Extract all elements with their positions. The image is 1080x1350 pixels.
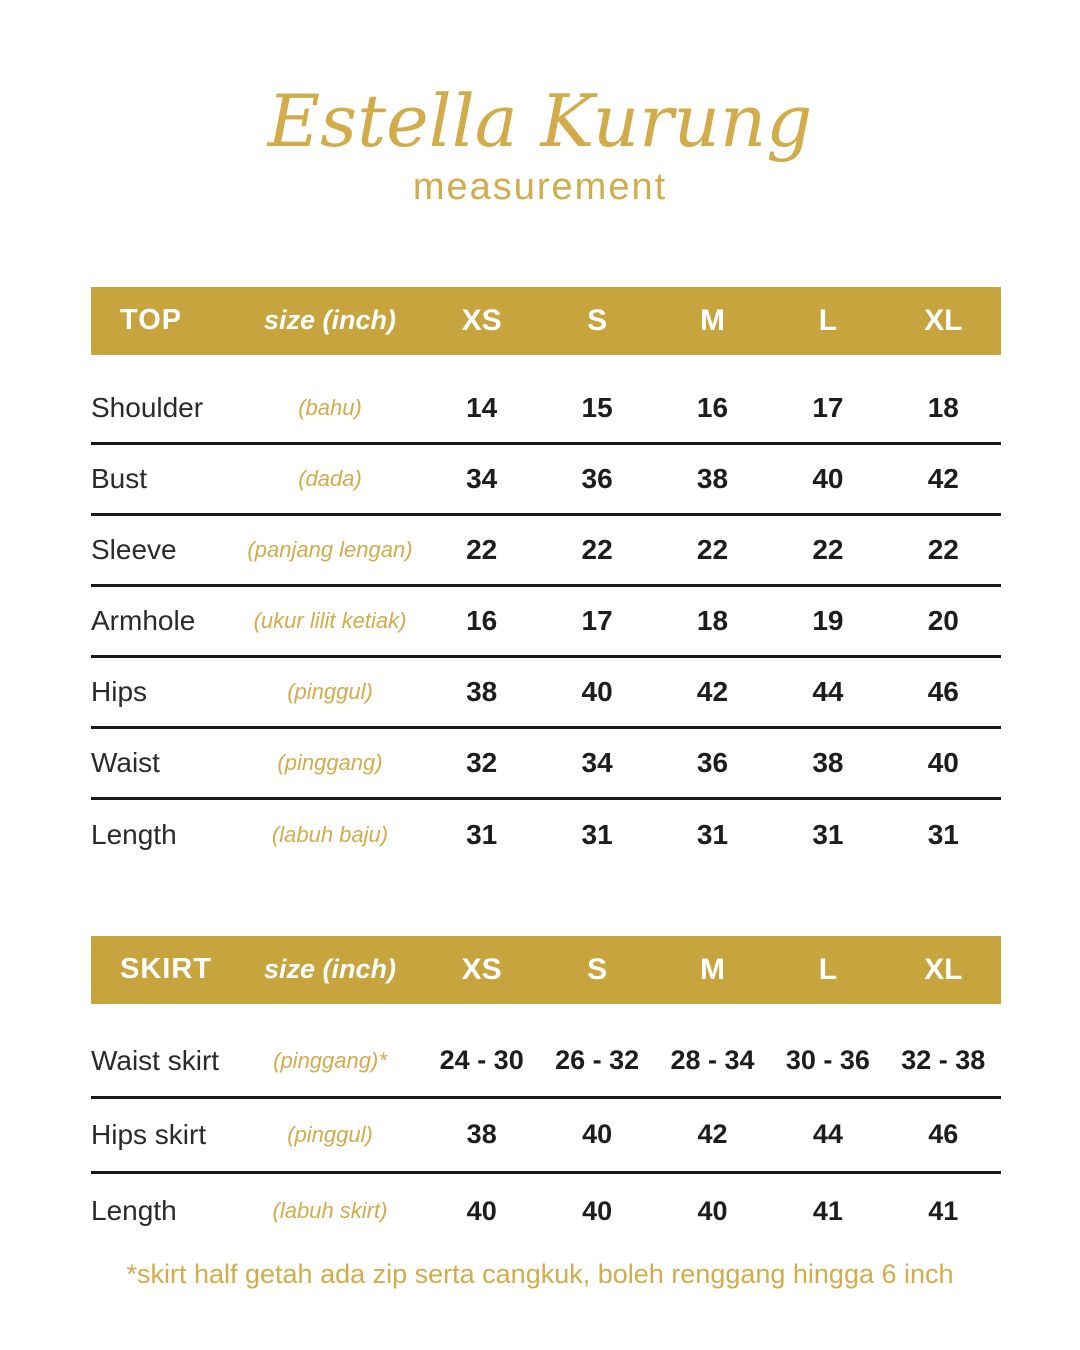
- size-unit-label: size (inch): [263, 305, 397, 336]
- measurement-value: 34: [581, 746, 613, 778]
- measurement-value: 22: [696, 533, 729, 565]
- size-unit-label: size (inch): [263, 954, 397, 985]
- table-row: [91, 1174, 1001, 1249]
- measurement-value: 31: [812, 819, 844, 851]
- measurement-value: 40: [927, 746, 959, 778]
- size-column-header-xl: XL: [924, 303, 963, 337]
- measurement-sublabel-malay: (labuh skirt): [272, 1198, 388, 1224]
- page-subtitle: measurement: [412, 165, 668, 208]
- measurement-label: Waist skirt: [91, 1044, 220, 1076]
- measurement-value: 42: [696, 675, 729, 707]
- measurement-value: 17: [812, 391, 844, 423]
- measurement-value: 18: [927, 391, 959, 423]
- measurement-label: Shoulder: [91, 391, 204, 423]
- measurement-value: 41: [928, 1195, 959, 1226]
- measurement-sublabel-malay: (pinggul): [287, 1121, 373, 1147]
- table-title: TOP: [120, 304, 183, 337]
- measurement-label: Waist: [91, 746, 160, 778]
- size-column-header-m: M: [699, 952, 725, 986]
- measurement-label: Length: [91, 819, 177, 851]
- size-column-header-xl: XL: [924, 952, 963, 986]
- measurement-value: 31: [927, 819, 959, 851]
- measurement-value: 44: [812, 1119, 843, 1150]
- measurement-sublabel-malay: (bahu): [298, 394, 362, 420]
- size-column-header-m: M: [699, 303, 725, 337]
- measurement-label: Sleeve: [91, 533, 177, 565]
- measurement-value: 40: [582, 1195, 613, 1226]
- measurement-value: 18: [696, 604, 729, 636]
- measurement-sublabel-malay: (ukur lilit ketiak): [253, 607, 407, 633]
- measurement-label: Armhole: [91, 604, 196, 636]
- measurement-value: 16: [466, 604, 498, 636]
- measurement-value: 40: [812, 462, 844, 494]
- measurement-value: 36: [581, 462, 613, 494]
- skirt-measurement-table: [91, 936, 1001, 1249]
- measurement-value: 28 - 34: [670, 1045, 755, 1076]
- measurement-value: 24 - 30: [439, 1045, 524, 1076]
- measurement-sublabel-malay: (labuh baju): [271, 822, 389, 848]
- header: [0, 0, 1080, 209]
- measurement-value: 38: [812, 746, 844, 778]
- table-row: [91, 355, 1001, 445]
- size-column-header-l: L: [818, 303, 838, 337]
- measurement-value: 22: [927, 533, 959, 565]
- measurement-value: 22: [812, 533, 844, 565]
- table-title: SKIRT: [120, 953, 212, 986]
- table-row: [91, 445, 1001, 516]
- table-row: [91, 587, 1001, 658]
- measurement-value: 34: [466, 462, 498, 494]
- table-row: [91, 1099, 1001, 1174]
- measurement-sublabel-malay: (panjang lengan): [247, 536, 413, 562]
- size-column-header-s: S: [587, 952, 608, 986]
- measurement-value: 31: [696, 819, 729, 851]
- measurement-value: 30 - 36: [785, 1045, 870, 1076]
- measurement-value: 14: [466, 391, 498, 423]
- measurement-value: 38: [466, 675, 498, 707]
- measurement-value: 32: [466, 746, 498, 778]
- size-column-header-l: L: [818, 952, 838, 986]
- top-measurement-table: [91, 287, 1001, 871]
- measurement-value: 40: [582, 1119, 613, 1150]
- table-header-band: [91, 936, 1001, 1004]
- measurement-label: Hips skirt: [91, 1118, 207, 1150]
- measurement-value: 16: [696, 391, 729, 423]
- measurement-value: 32 - 38: [901, 1045, 986, 1076]
- table-header-band: [91, 287, 1001, 355]
- table-row: [91, 1004, 1001, 1099]
- measurement-value: 42: [927, 462, 959, 494]
- measurement-value: 46: [927, 675, 959, 707]
- measurement-label: Length: [91, 1195, 177, 1227]
- table-row: [91, 729, 1001, 800]
- measurement-value: 19: [812, 604, 844, 636]
- measurement-value: 22: [466, 533, 498, 565]
- measurement-value: 44: [812, 675, 844, 707]
- measurement-value: 40: [466, 1195, 497, 1226]
- page-title: Estella Kurung: [267, 79, 813, 163]
- measurement-sublabel-malay: (dada): [298, 465, 362, 491]
- measurement-value: 42: [697, 1119, 728, 1150]
- measurement-value: 26 - 32: [555, 1045, 640, 1076]
- footnote: *skirt half getah ada zip serta cangkuk, boleh renggang hingga 6 inch: [126, 1258, 954, 1289]
- measurement-sublabel-malay: (pinggul): [287, 678, 373, 704]
- measurement-value: 22: [581, 533, 613, 565]
- measurement-value: 41: [812, 1195, 843, 1226]
- table-row: [91, 516, 1001, 587]
- size-column-header-s: S: [587, 303, 608, 337]
- measurement-value: 38: [696, 462, 729, 494]
- tables-container: [91, 287, 1001, 1249]
- measurement-sublabel-malay: (pinggang): [277, 749, 383, 775]
- measurement-value: 31: [581, 819, 613, 851]
- measurement-value: 17: [581, 604, 613, 636]
- measurement-sublabel-malay: (pinggang)*: [273, 1047, 387, 1073]
- measurement-value: 31: [466, 819, 498, 851]
- size-column-header-xs: XS: [461, 952, 502, 986]
- table-row: [91, 658, 1001, 729]
- measurement-value: 40: [697, 1195, 728, 1226]
- measurement-label: Bust: [91, 462, 148, 494]
- measurement-value: 36: [696, 746, 729, 778]
- measurement-value: 38: [466, 1119, 497, 1150]
- measurement-value: 40: [581, 675, 613, 707]
- measurement-value: 20: [927, 604, 959, 636]
- size-column-header-xs: XS: [461, 303, 502, 337]
- measurement-label: Hips: [91, 675, 148, 707]
- measurement-value: 46: [928, 1119, 959, 1150]
- measurement-value: 15: [581, 391, 613, 423]
- table-row: [91, 800, 1001, 871]
